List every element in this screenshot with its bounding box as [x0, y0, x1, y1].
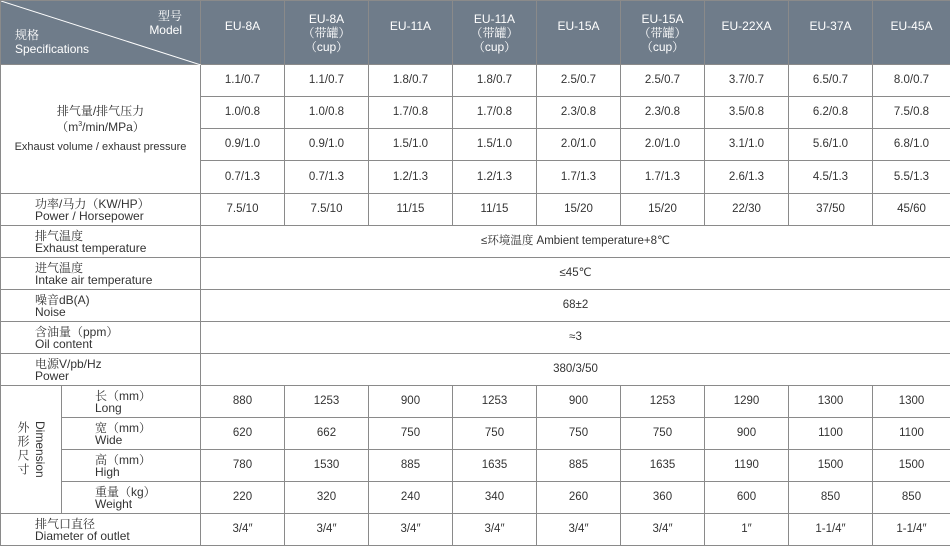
table-cell: 8.0/0.7	[873, 65, 950, 97]
table-cell: 360	[621, 482, 705, 514]
sub-label: 高（mm） High	[62, 450, 201, 482]
table-cell: 0.9/1.0	[201, 129, 285, 161]
merged-value: 380/3/50	[201, 354, 950, 386]
model-label-en: Model	[149, 23, 182, 37]
table-cell: 850	[873, 482, 950, 514]
model-header: EU-11A （带罐） （cup）	[453, 1, 537, 65]
outlet-row	[1, 514, 950, 546]
table-cell: 6.2/0.8	[789, 97, 873, 129]
table-cell: 2.5/0.7	[537, 65, 621, 97]
table-cell: 11/15	[369, 194, 453, 226]
table-cell: 900	[369, 386, 453, 418]
table-cell: 320	[285, 482, 369, 514]
table-cell: 1290	[705, 386, 789, 418]
sub-label: 宽（mm） Wide	[62, 418, 201, 450]
table-cell: 6.5/0.7	[789, 65, 873, 97]
table-cell: 1253	[453, 386, 537, 418]
table-cell: 1.7/1.3	[537, 161, 621, 194]
table-cell: 15/20	[537, 194, 621, 226]
table-cell: 885	[369, 450, 453, 482]
table-cell: 885	[537, 450, 621, 482]
table-cell: 1530	[285, 450, 369, 482]
table-cell: 1500	[789, 450, 873, 482]
model-header: EU-45A	[873, 1, 950, 65]
table-cell: 3/4″	[621, 514, 705, 546]
table-cell: 1100	[873, 418, 950, 450]
table-cell: 5.5/1.3	[873, 161, 950, 194]
table-cell: 3.7/0.7	[705, 65, 789, 97]
row-label: 排气温度 Exhaust temperature	[1, 226, 201, 258]
table-cell: 662	[285, 418, 369, 450]
power-row	[1, 194, 950, 226]
table-cell: 3/4″	[369, 514, 453, 546]
table-cell: 750	[453, 418, 537, 450]
table-cell: 3/4″	[537, 514, 621, 546]
noise-row	[1, 290, 950, 322]
model-header: EU-22XA	[705, 1, 789, 65]
outlet-label: 排气口直径 Diameter of outlet	[1, 514, 201, 546]
spec-label-zh: 规格	[15, 28, 40, 42]
table-cell: 3/4″	[453, 514, 537, 546]
table-cell: 0.7/1.3	[285, 161, 369, 194]
dimension-row	[1, 450, 950, 482]
row-label: 电源V/pb/Hz Power	[1, 354, 201, 386]
table-cell: 37/50	[789, 194, 873, 226]
model-label-zh: 型号	[157, 9, 182, 23]
table-cell: 620	[201, 418, 285, 450]
table-cell: 1.1/0.7	[201, 65, 285, 97]
table-cell: 880	[201, 386, 285, 418]
intake-temp-row	[1, 258, 950, 290]
table-cell: 1.0/0.8	[285, 97, 369, 129]
row-label: 含油量（ppm） Oil content	[1, 322, 201, 354]
table-cell: 1.8/0.7	[369, 65, 453, 97]
model-header: EU-15A （带罐） （cup）	[621, 1, 705, 65]
table-cell: 1500	[873, 450, 950, 482]
table-cell: 7.5/0.8	[873, 97, 950, 129]
table-cell: 1.7/0.8	[453, 97, 537, 129]
model-header: EU-8A （带罐） （cup）	[285, 1, 369, 65]
table-cell: 1.2/1.3	[453, 161, 537, 194]
spec-label-en: Specifications	[15, 42, 90, 56]
exhaust-temp-row	[1, 226, 950, 258]
dimension-label: 外形尺寸 Dimension	[1, 386, 62, 514]
table-cell: 6.8/1.0	[873, 129, 950, 161]
power-label: 功率/马力（KW/HP） Power / Horsepower	[1, 194, 201, 226]
merged-value: 68±2	[201, 290, 950, 322]
model-header: EU-8A	[201, 1, 285, 65]
table-cell: 0.7/1.3	[201, 161, 285, 194]
table-cell: 5.6/1.0	[789, 129, 873, 161]
exhaust-label: 排气量/排气压力 $(m^3/\min/MPa)$ Exhaust volume / exhaust pressure	[1, 65, 201, 194]
table-cell: 3.5/0.8	[705, 97, 789, 129]
table-cell: 1-1/4″	[789, 514, 873, 546]
table-cell: 1-1/4″	[873, 514, 950, 546]
table-cell: 3/4″	[285, 514, 369, 546]
table-cell: 1.7/1.3	[621, 161, 705, 194]
table-cell: 2.3/0.8	[621, 97, 705, 129]
table-cell: 1.7/0.8	[369, 97, 453, 129]
table-cell: 220	[201, 482, 285, 514]
power-supply-row	[1, 354, 950, 386]
table-cell: 2.5/0.7	[621, 65, 705, 97]
table-cell: 900	[705, 418, 789, 450]
table-cell: 11/15	[453, 194, 537, 226]
dimension-row	[1, 482, 950, 514]
table-cell: 1253	[621, 386, 705, 418]
table-cell: 1.1/0.7	[285, 65, 369, 97]
header-corner	[1, 1, 201, 65]
sub-label: 重量（kg） Weight	[62, 482, 201, 514]
table-cell: 2.0/1.0	[621, 129, 705, 161]
table-cell: 2.3/0.8	[537, 97, 621, 129]
table-cell: 900	[537, 386, 621, 418]
model-header: EU-37A	[789, 1, 873, 65]
row-label: 噪音dB(A) Noise	[1, 290, 201, 322]
table-cell: 2.6/1.3	[705, 161, 789, 194]
dimension-row	[1, 386, 950, 418]
table-cell: 780	[201, 450, 285, 482]
table-cell: 22/30	[705, 194, 789, 226]
model-header: EU-11A	[369, 1, 453, 65]
table-cell: 1635	[453, 450, 537, 482]
oil-row	[1, 322, 950, 354]
exhaust-row	[1, 65, 950, 97]
table-cell: 7.5/10	[285, 194, 369, 226]
table-cell: 2.0/1.0	[537, 129, 621, 161]
table-cell: 3.1/1.0	[705, 129, 789, 161]
table-cell: 45/60	[873, 194, 950, 226]
dimension-row	[1, 418, 950, 450]
table-cell: 750	[537, 418, 621, 450]
table-cell: 1.2/1.3	[369, 161, 453, 194]
model-header: EU-15A	[537, 1, 621, 65]
sub-label: 长（mm） Long	[62, 386, 201, 418]
table-cell: 1300	[873, 386, 950, 418]
table-cell: 1.0/0.8	[201, 97, 285, 129]
header-row	[1, 1, 950, 65]
table-cell: 850	[789, 482, 873, 514]
table-cell: 1253	[285, 386, 369, 418]
merged-value: ≤45℃	[201, 258, 950, 290]
table-cell: 600	[705, 482, 789, 514]
table-cell: 1635	[621, 450, 705, 482]
table-cell: 240	[369, 482, 453, 514]
table-cell: 260	[537, 482, 621, 514]
table-cell: 1.5/1.0	[369, 129, 453, 161]
table-cell: 3/4″	[201, 514, 285, 546]
table-cell: 1300	[789, 386, 873, 418]
table-cell: 1100	[789, 418, 873, 450]
row-label: 进气温度 Intake air temperature	[1, 258, 201, 290]
table-cell: 15/20	[621, 194, 705, 226]
table-cell: 1.8/0.7	[453, 65, 537, 97]
table-cell: 750	[621, 418, 705, 450]
table-cell: 4.5/1.3	[789, 161, 873, 194]
table-cell: 750	[369, 418, 453, 450]
merged-value: ≈3	[201, 322, 950, 354]
merged-value: ≤环境温度 Ambient temperature+8℃	[201, 226, 950, 258]
table-cell: 340	[453, 482, 537, 514]
table-cell: 0.9/1.0	[285, 129, 369, 161]
table-cell: 1″	[705, 514, 789, 546]
table-cell: 7.5/10	[201, 194, 285, 226]
table-cell: 1190	[705, 450, 789, 482]
table-cell: 1.5/1.0	[453, 129, 537, 161]
